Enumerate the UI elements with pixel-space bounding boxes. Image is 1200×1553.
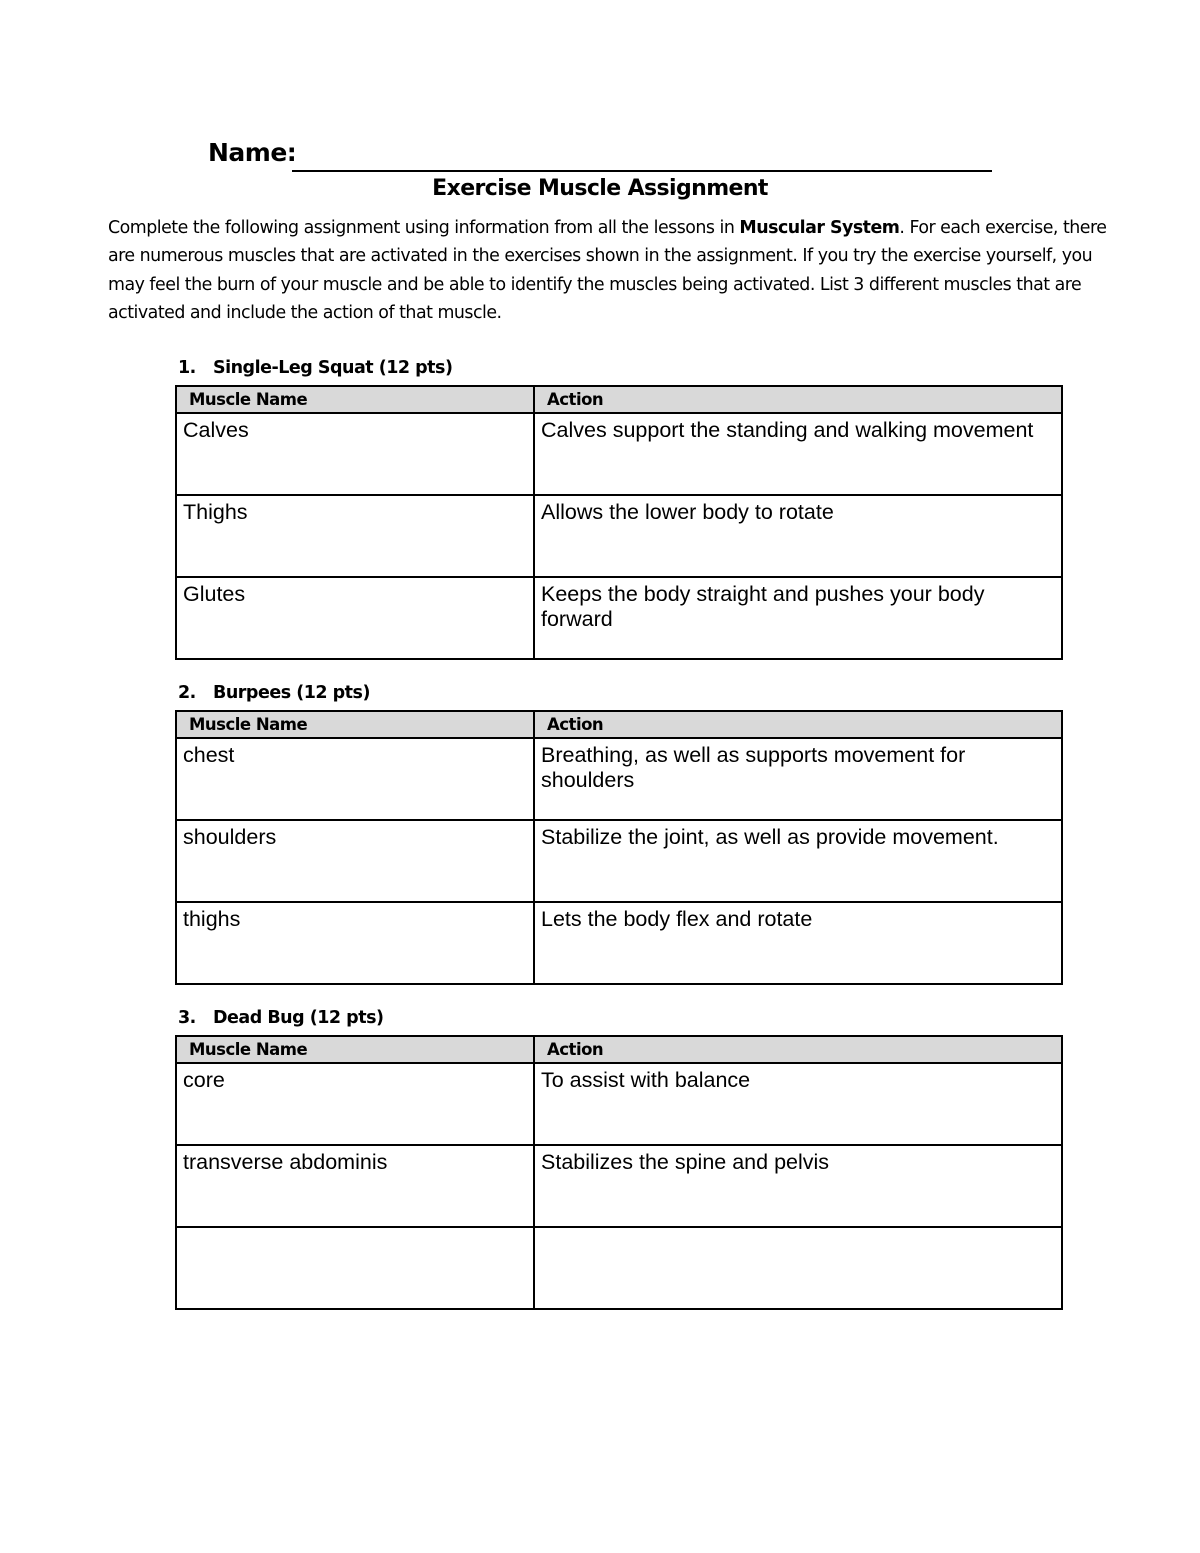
column-header-muscle-name: Muscle Name [176,1036,534,1063]
instructions-text-1: Complete the following assignment using information from all the lessons in [108,218,740,238]
action-cell[interactable] [534,1227,1062,1309]
column-header-action: Action [534,386,1062,413]
section-heading-burpees [178,683,370,703]
section-heading-single-leg-squat [178,358,452,378]
muscle-cell[interactable]: shoulders [176,820,534,902]
table-row [176,738,1062,820]
table-header-row [176,1036,1062,1063]
muscle-cell[interactable]: chest [176,738,534,820]
section-title: Single-Leg Squat (12 pts) [213,358,453,378]
table-row [176,1063,1062,1145]
section-heading-dead-bug [178,1008,384,1028]
muscle-cell[interactable]: thighs [176,902,534,984]
muscle-table-single-leg-squat [175,385,1063,660]
column-header-action: Action [534,1036,1062,1063]
instructions-paragraph [108,214,1108,327]
column-header-muscle-name: Muscle Name [176,711,534,738]
action-cell[interactable]: Stabilizes the spine and pelvis [534,1145,1062,1227]
table-header-row [176,711,1062,738]
action-cell[interactable]: Breathing, as well as supports movement for shoulders [534,738,1062,820]
table-row [176,902,1062,984]
action-cell[interactable]: Calves support the standing and walking movement [534,413,1062,495]
section-title: Dead Bug (12 pts) [213,1008,384,1028]
page-title: Exercise Muscle Assignment [432,176,768,201]
muscle-cell[interactable]: Glutes [176,577,534,659]
section-number: 1. [178,358,196,378]
column-header-action: Action [534,711,1062,738]
table-row [176,1145,1062,1227]
instructions-text-2: . For each exercise, there are numerous muscles that are activated in the exercises shown in the assignment. If you try the exercise yourself, you may feel the burn of your muscle and be able to identify the muscles being activated. List 3 different muscles that are activated and include the action of that muscle. [108,218,1107,323]
muscle-cell[interactable]: Thighs [176,495,534,577]
section-number: 3. [178,1008,196,1028]
muscle-cell[interactable]: Calves [176,413,534,495]
table-row [176,577,1062,659]
table-row [176,820,1062,902]
muscle-cell[interactable]: core [176,1063,534,1145]
table-row [176,413,1062,495]
name-label: Name: [208,138,297,167]
action-cell[interactable]: Keeps the body straight and pushes your body forward [534,577,1062,659]
table-row [176,1227,1062,1309]
name-blank-line[interactable] [292,170,992,172]
action-cell[interactable]: Allows the lower body to rotate [534,495,1062,577]
table-header-row [176,386,1062,413]
instructions-bold-term: Muscular System [739,218,900,238]
muscle-table-burpees [175,710,1063,985]
muscle-table-dead-bug [175,1035,1063,1310]
column-header-muscle-name: Muscle Name [176,386,534,413]
action-cell[interactable]: To assist with balance [534,1063,1062,1145]
muscle-cell[interactable]: transverse abdominis [176,1145,534,1227]
section-number: 2. [178,683,196,703]
table-row [176,495,1062,577]
muscle-cell[interactable] [176,1227,534,1309]
section-title: Burpees (12 pts) [213,683,370,703]
action-cell[interactable]: Stabilize the joint, as well as provide movement. [534,820,1062,902]
action-cell[interactable]: Lets the body flex and rotate [534,902,1062,984]
